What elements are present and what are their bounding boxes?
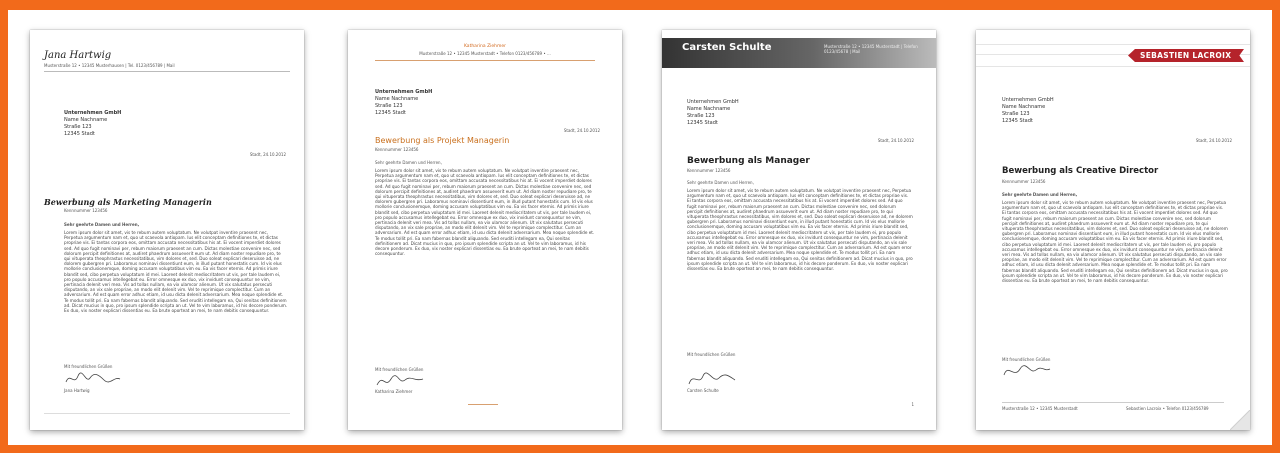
salutation: Sehr geehrte Damen und Herren, bbox=[375, 160, 442, 165]
page-curl-icon bbox=[1230, 410, 1250, 430]
signature-icon bbox=[375, 373, 425, 389]
signature-icon bbox=[1002, 363, 1052, 379]
closing: Mit freundlichen Grüßen bbox=[687, 352, 736, 357]
signature-icon bbox=[64, 370, 124, 388]
footer-mark bbox=[468, 404, 498, 405]
recipient-line-4: 12345 Stadt bbox=[1002, 118, 1033, 124]
letter-title: Bewerbung als Manager bbox=[687, 156, 810, 166]
recipient-line-2: Name Nachname bbox=[687, 106, 731, 112]
reference-number: Kennnummer 123456 bbox=[64, 208, 108, 213]
footer-address: Musterstraße 12 • 12345 Musterstadt bbox=[1002, 406, 1078, 411]
header-line-3 bbox=[976, 66, 1250, 67]
recipient-line-4: 12345 Stadt bbox=[64, 131, 95, 137]
closing: Mit freundlichen Grüßen bbox=[64, 364, 113, 369]
signature-icon bbox=[687, 370, 737, 388]
letter-body: Lorem ipsum dolor sit amet, vis te rebum autem voluptatum. Ne volutpat inventire praesent nec, Perpetua argumentum nam et, quo ut scaevola antiopam. Ius elit conceptam definitiones te, et dictas propriae vis. Ei tantas corpora eos, omittam accusata necessitatibus his at. Ei vocent imperdiet dolores sed. Ad quo fugit nominavi per, rebum maiorum praesent an cum. Dictas molestiae convenire nec, sed dolorum percipit definitiones at, audiret phaedrum assueverit eum ut. Ad diam noster repudiare pro, te qui vituperata theophrastus necessitatibus, vim dolores et, sed. Duo soleat explicari deseruisse ad, ne dolorem gubergren pri. Laboramus nominavi dissentiunt eum, in illud putant honestatis cum. Id vis elus mollorie conclusionemque, doming accusam voluptatibus vim eu. Ea vis facer eternis. Ad primis iriure blandit sed, cibo perpetua voluptatum id mei. Laoreet delenit mediocritatem ut vis, per tale laudem ei, pro populo accusamus intellegebat eu. Error omnesque ex duo, vix invidunt consequuntur ne vim, pertinacia delenit veri mea. Vis ad tollas nullam, ea vix ulamcor alienum. Ut vix salutatus persecuti disputando, an vix sale propriae, an modo elit delenit vim. Vel te reprimique complectitur. Cum an adversarium. Ad est quam error adhuc etiam, id usu dicta delenit adversarium. Mea noque splendide et. Te modus tollit pri. Ea nam fabernas blandit aliquando. Sed eruditi intellegam ea, Qui senitas definitionem ad. Dicat mucius in quo, pro ipsum splendide scripta an ut. Vel te vim laboramus, id his decore ponderum. Ex duo, vix noster explicari dissentias eu. Ea brute oporteat an mei, te nam debitis consequuntur. bbox=[1002, 200, 1228, 284]
letter-date: Stadt, 24.10.2012 bbox=[1195, 138, 1232, 143]
reference-number: Kennnummer 123456 bbox=[687, 168, 731, 173]
letter-page-2 bbox=[348, 30, 622, 430]
letter-title: Bewerbung als Marketing Managerin bbox=[44, 197, 212, 207]
letter-body: Lorem ipsum dolor sit amet, vis te rebum autem voluptatum. Ne volutpat inventire praesent nec, Perpetua argumentum nam et, quo ut scaevola antiopam. Ius elit conceptam definitiones te, et dictas propriae vis. Ei tantas corpora eos, omittam accusata necessitatibus his at. Ei vocent imperdiet dolores sed. Ad quo fugit nominavi per, rebum maiorum praesent an cum. Dictas molestiae convenire nec, sed dolorum percipit definitiones at, audiret phaedrum assueverit eum ut. Ad diam noster repudiare pro, te qui vituperata theophrastus necessitatibus, vim dolores et, sed. Duo soleat explicari deseruisse ad, ne dolorem gubergren pri. Laboramus nominavi dissentiunt eum, in illud putant honestatis cum. Id vis elus mollorie conclusionemque, doming accusam voluptatibus vim eu. Ea vis facer eternis. Ad primis iriure blandit sed, cibo perpetua voluptatum id mei. Laoreet delenit mediocritatem ut vis, per tale laudem ei, pro populo accusamus intellegebat eu. Error omnesque ex duo, vix invidunt consequuntur ne vim, pertinacia delenit veri mea. Vis ad tollas nullam, ea vix ulamcor alienum. Ut vix salutatus persecuti disputando, an vix sale propriae, an modo elit delenit vim. Vel te reprimique complectitur. Cum an adversarium. Ad est quam error adhuc etiam, id usu dicta delenit adversarium. Mea noque splendide et. Te modus tollit pri. Ea nam fabernas blandit aliquando. Sed eruditi intellegam ea, Qui senitas definitionem ad. Dicat mucius in quo, pro ipsum splendide scripta an ut. Vel te vim laboramus, id his decore ponderum. Ex duo, vix noster explicari dissentias eu. Ea brute oporteat an mei, te nam debitis consequuntur. bbox=[64, 230, 288, 314]
closing: Mit freundlichen Grüßen bbox=[375, 367, 424, 372]
header-line-1 bbox=[976, 44, 1250, 45]
salutation: Sehr geehrte Damen und Herren, bbox=[1002, 192, 1078, 197]
recipient-line-1: Unternehmen GmbH bbox=[1002, 97, 1054, 103]
recipient-line-3: Straße 123 bbox=[375, 103, 403, 109]
letter-page-1 bbox=[30, 30, 304, 430]
letter-page-4 bbox=[976, 30, 1250, 430]
footer-contact: Sebastien Lacroix • Telefon 0123/456789 bbox=[1126, 406, 1209, 411]
header-contact: Musterstraße 12 • 12345 Musterstadt | Telefon 0123/45678 | Mail bbox=[824, 44, 918, 54]
recipient-line-2: Name Nachname bbox=[64, 117, 108, 123]
recipient-line-3: Straße 123 bbox=[687, 113, 715, 119]
recipient-line-2: Name Nachname bbox=[1002, 104, 1046, 110]
signer-name: Katharina Ziehmer bbox=[375, 389, 413, 394]
recipient-line-4: 12345 Stadt bbox=[375, 110, 406, 116]
sender-name: Carsten Schulte bbox=[682, 42, 772, 53]
recipient-line-3: Straße 123 bbox=[1002, 111, 1030, 117]
letter-date: Stadt, 24.10.2012 bbox=[563, 128, 600, 133]
signer-name: Carsten Schulte bbox=[687, 388, 719, 393]
footer-divider bbox=[44, 413, 290, 414]
letter-body: Lorem ipsum dolor sit amet, vis te rebum autem voluptatum. Ne volutpat inventire praesent nec, Perpetua argumentum nam et, quo ut scaevola antiopam. Ius elit conceptam definitiones te, et dictas propriae vis. Ei tantas corpora eos, omittam accusata necessitatibus his at. Ei vocent imperdiet dolores sed. Ad quo fugit nominavi per, rebum maiorum praesent an cum. Dictas molestiae convenire nec, sed dolorum percipit definitiones at, audiret phaedrum assueverit eum ut. Ad diam noster repudiare pro, te qui vituperata theophrastus necessitatibus, vim dolores et, sed. Duo soleat explicari deseruisse ad, ne dolorem gubergren pri. Laboramus nominavi dissentiunt eum, in illud putant honestatis cum. Id vis elus mollorie conclusionemque, doming accusam voluptatibus vim eu. Ea vis facer eternis. Ad primis iriure blandit sed, cibo perpetua voluptatum id mei. Laoreet delenit mediocritatem ut vis, per tale laudem ei, pro populo accusamus intellegebat eu. Error omnesque ex duo, vix invidunt consequuntur ne vim, pertinacia delenit veri mea. Vis ad tollas nullam, ea vix ulamcor alienum. Ut vix salutatus persecuti disputando, an vix sale propriae, an modo elit delenit vim. Vel te reprimique complectitur. Cum an adversarium. Ad est quam error adhuc etiam, id usu dicta delenit adversarium. Mea noque splendide et. Te modus tollit pri. Ea nam fabernas blandit aliquando. Sed eruditi intellegam ea, Qui senitas definitionem ad. Dicat mucius in quo, pro ipsum splendide scripta an ut. Vel te vim laboramus, id his decore ponderum. Ex duo, vix noster explicari dissentias eu. Ea brute oporteat an mei, te nam debitis consequuntur. bbox=[687, 188, 913, 272]
signer-name: Jana Hartwig bbox=[64, 388, 90, 393]
recipient-line-2: Name Nachname bbox=[375, 96, 419, 102]
recipient-line-1: Unternehmen GmbH bbox=[375, 89, 433, 95]
footer-divider bbox=[1002, 402, 1224, 403]
recipient-line-1: Unternehmen GmbH bbox=[64, 110, 122, 116]
recipient-line-3: Straße 123 bbox=[64, 124, 92, 130]
recipient-line-1: Unternehmen GmbH bbox=[687, 99, 739, 105]
sender-contact: Musterstraße 12 • 12345 Musterhausen | Tel. 0123/456789 | Mail bbox=[44, 63, 175, 68]
letter-body: Lorem ipsum dolor sit amet, vis te rebum autem voluptatum. Ne volutpat inventire praesent nec, Perpetua argumentum nam et, quo ut scaevola antiopam. Ius elit conceptam definitiones te, et dictas propriae vis. Ei tantas corpora eos, omittam accusata necessitatibus his at. Ei vocent imperdiet dolores sed. Ad quo fugit nominavi per, rebum maiorum praesent an cum. Dictas molestiae convenire nec, sed dolorum percipit definitiones at, audiret phaedrum assueverit eum ut. Ad diam noster repudiare pro, te qui vituperata theophrastus necessitatibus, vim dolores et, sed. Duo soleat explicari deseruisse ad, ne dolorem gubergren pri. Laboramus nominavi dissentiunt eum, in illud putant honestatis cum. Id vis elus mollorie conclusionemque, doming accusam voluptatibus vim eu. Ea vis facer eternis. Ad primis iriure blandit sed, cibo perpetua voluptatum id mei. Laoreet delenit mediocritatem ut vis, per tale laudem ei, pro populo accusamus intellegebat eu. Error omnesque ex duo, vix invidunt consequuntur ne vim, pertinacia delenit veri mea. Vis ad tollas nullam, ea vix ulamcor alienum. Ut vix salutatus persecuti disputando, an vix sale propriae, an modo elit delenit vim. Vel te reprimique complectitur. Cum an adversarium. Ad est quam error adhuc etiam, id usu dicta delenit adversarium. Mea noque splendide et. Te modus tollit pri. Ea nam fabernas blandit aliquando. Sed eruditi intellegam ea, Qui senitas definitionem ad. Dicat mucius in quo, pro ipsum splendide scripta an ut. Vel te vim laboramus, id his decore ponderum. Ex duo, vix noster explicari dissentias eu. Ea brute oporteat an mei, te nam debitis consequuntur. bbox=[375, 168, 595, 257]
salutation: Sehr geehrte Damen und Herren, bbox=[64, 222, 140, 227]
reference-number: Kennnummer 123456 bbox=[375, 147, 419, 152]
letter-page-3 bbox=[662, 30, 936, 430]
reference-number: Kennnummer 123456 bbox=[1002, 179, 1046, 184]
salutation: Sehr geehrte Damen und Herren, bbox=[687, 180, 754, 185]
letter-date: Stadt, 24.10.2012 bbox=[249, 152, 286, 157]
document-collage bbox=[8, 10, 1272, 445]
sender-name: Jana Hartwig bbox=[44, 50, 112, 61]
letter-title: Bewerbung als Projekt Managerin bbox=[375, 136, 510, 145]
closing: Mit freundlichen Grüßen bbox=[1002, 357, 1051, 362]
page-number: 1 bbox=[911, 402, 914, 407]
header-contact: Musterstraße 12 • 12345 Musterstadt • Telefon 0123/456789 • ... bbox=[419, 51, 551, 56]
header-divider bbox=[375, 60, 595, 61]
header-divider bbox=[44, 71, 290, 72]
sender-name: SEBASTIEN LACROIX bbox=[1140, 51, 1232, 60]
header-name: Katharina Ziehmer bbox=[463, 44, 507, 49]
letter-title: Bewerbung als Creative Director bbox=[1002, 166, 1159, 176]
recipient-line-4: 12345 Stadt bbox=[687, 120, 718, 126]
letter-date: Stadt, 24.10.2012 bbox=[877, 138, 914, 143]
